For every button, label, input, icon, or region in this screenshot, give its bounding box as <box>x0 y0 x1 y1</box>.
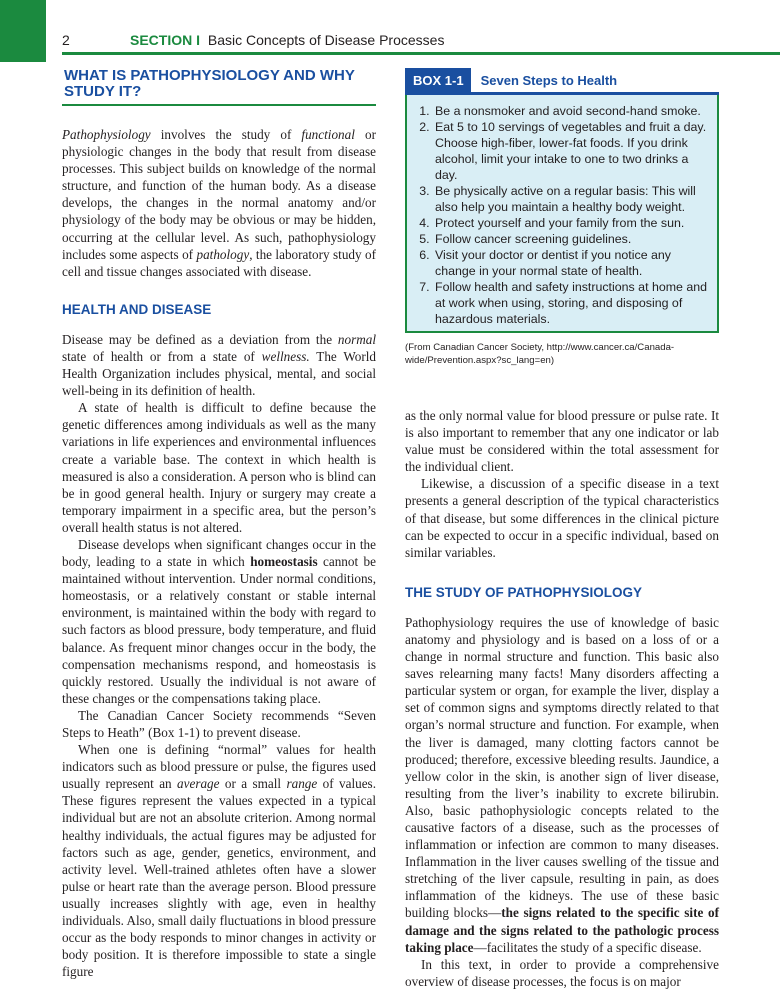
main-heading: WHAT IS PATHOPHYSIOLOGY AND WHY STUDY IT? <box>64 67 355 100</box>
study-heading: THE STUDY OF PATHOPHYSIOLOGY <box>405 584 643 600</box>
intro-paragraph: Pathophysiology involves the study of functional or physiologic changes in the body that result from disease processes. This subject builds on knowledge of the normal structure, and function of the human body. As a disease develops, the changes in the normal anatomy and/or physiology of the body may be obvious or may be hidden, occurring at the cellular level. As such, pathophysiology includes some aspects of pathology, the laboratory study of cell and tissue changes associated with disease. <box>62 127 376 279</box>
paragraph: When one is defining “normal” values for health indicators such as blood pressure or pulse, the figures used usually represent an average or a small range of values. These figures represent the values expected in a typical individual but are not an absolute criterion. Among normal healthy individuals, the actual figures may be adjusted for factors such as age, gender, genetics, environment, and activity level. Well-trained athletes often have a slower pulse or heart rate than the average person. Blood pressure usually increases slightly with age, even in healthy individuals. Also, small daily fluctuations in blood pressure occur as the body responds to minor changes in activity or body position. It is therefore impossible to state a single figure <box>62 742 376 980</box>
list-item: 1. Be a nonsmoker and avoid second-hand smoke. <box>433 103 711 119</box>
paragraph: Disease may be defined as a deviation from the normal state of health or from a state of wellness. The World Health Organization includes physical, mental, and social well-being in its definition of health. <box>62 331 376 399</box>
paragraph: In this text, in order to provide a comprehensive overview of disease processes, the focus is on major <box>405 956 719 989</box>
box-tag: BOX 1-1 <box>405 68 471 92</box>
list-item: 4. Protect yourself and your family from the sun. <box>433 215 711 231</box>
list-item: 7. Follow health and safety instructions at home and at work when using, storing, and disposing of hazardous materials. <box>433 279 711 327</box>
box-title: Seven Steps to Health <box>480 73 618 88</box>
health-disease-heading: HEALTH AND DISEASE <box>62 301 212 317</box>
paragraph: as the only normal value for blood pressure or pulse rate. It is also important to remember that any one indicator or lab value must be considered within the total assessment for the individual client. <box>405 408 719 475</box>
right-column <box>405 68 719 990</box>
paragraph: Disease develops when significant changes occur in the body, leading to a state in which homeostasis cannot be maintained without intervention. Under normal conditions, homeostasis, or a relatively constant or stable internal environment, is maintained within the body with regard to such factors as blood pressure, body temperature, and fluid balance. As frequent minor changes occur in the body, the compensation mechanisms respond, and homeostasis is quickly restored. Usually the individual is not aware of these changes or the compensations taking place. <box>62 536 376 706</box>
page-number: 2 <box>62 32 70 48</box>
section-title: Basic Concepts of Disease Processes <box>207 32 445 48</box>
box-1-1 <box>405 68 719 333</box>
section-tab-marker <box>0 0 46 62</box>
list-item: 5. Follow cancer screening guidelines. <box>433 231 711 247</box>
box-header <box>405 68 719 95</box>
box-source: (From Canadian Cancer Society, http://www.cancer.ca/Canada-wide/Prevention.aspx?sc_lang=en) <box>405 342 675 366</box>
list-item: 3. Be physically active on a regular basis: This will also help you maintain a healthy body weight. <box>433 183 711 215</box>
header-rule <box>62 52 780 55</box>
section-label: SECTION I <box>130 32 201 48</box>
box-list <box>407 95 717 331</box>
heading-rule <box>62 104 376 106</box>
paragraph: Likewise, a discussion of a specific disease in a text presents a general description of the typical characteristics of that disease, but some differences in the clinical picture can be expected to occur in a specific individual, based on similar variables. <box>405 476 719 560</box>
paragraph: A state of health is difficult to define because the genetic differences among individuals as well as the many variations in life experiences and environmental influences create a variable base. The context in which health is measured is also a consideration. A person who is blind can be in good general health. Injury or surgery may create a temporary impairment in a specific area, but the person’s overall health status is not altered. <box>62 400 376 535</box>
paragraph: The Canadian Cancer Society recommends “Seven Steps to Heath” (Box 1-1) to prevent disease. <box>62 707 376 740</box>
running-head <box>62 32 444 48</box>
list-item: 2. Eat 5 to 10 servings of vegetables and fruit a day. Choose high-fiber, lower-fat foods. If you drink alcohol, limit your intake to one to two drinks a day. <box>433 119 711 183</box>
list-item: 6. Visit your doctor or dentist if you notice any change in your normal state of health. <box>433 247 711 279</box>
left-column <box>62 68 376 980</box>
paragraph: Pathophysiology requires the use of knowledge of basic anatomy and physiology and is based on a loss of or a change in normal structure and function. This basic also saves relearning many facts! Many disorders affecting a particular system or organ, for example the liver, display a set of common signs and symptoms directly related to that organ’s normal structure and function. For example, when the liver is damaged, many clotting factors cannot be produced; therefore, excessive bleeding results. Jaundice, a yellow color in the skin, is another sign of liver disease, resulting from the liver’s inability to excrete bilirubin. Also, basic pathophysiologic concepts related to the causative factors of a disease, such as the processes of inflammation or infection are common to many diseases. Inflammation in the liver causes swelling of the tissue and stretching of the liver capsule, resulting in pain, as does inflammation of the kidneys. The use of these basic building blocks—the signs related to the specific site of damage and the signs related to the pathologic process taking place—facilitates the study of a specific disease. <box>405 614 719 955</box>
